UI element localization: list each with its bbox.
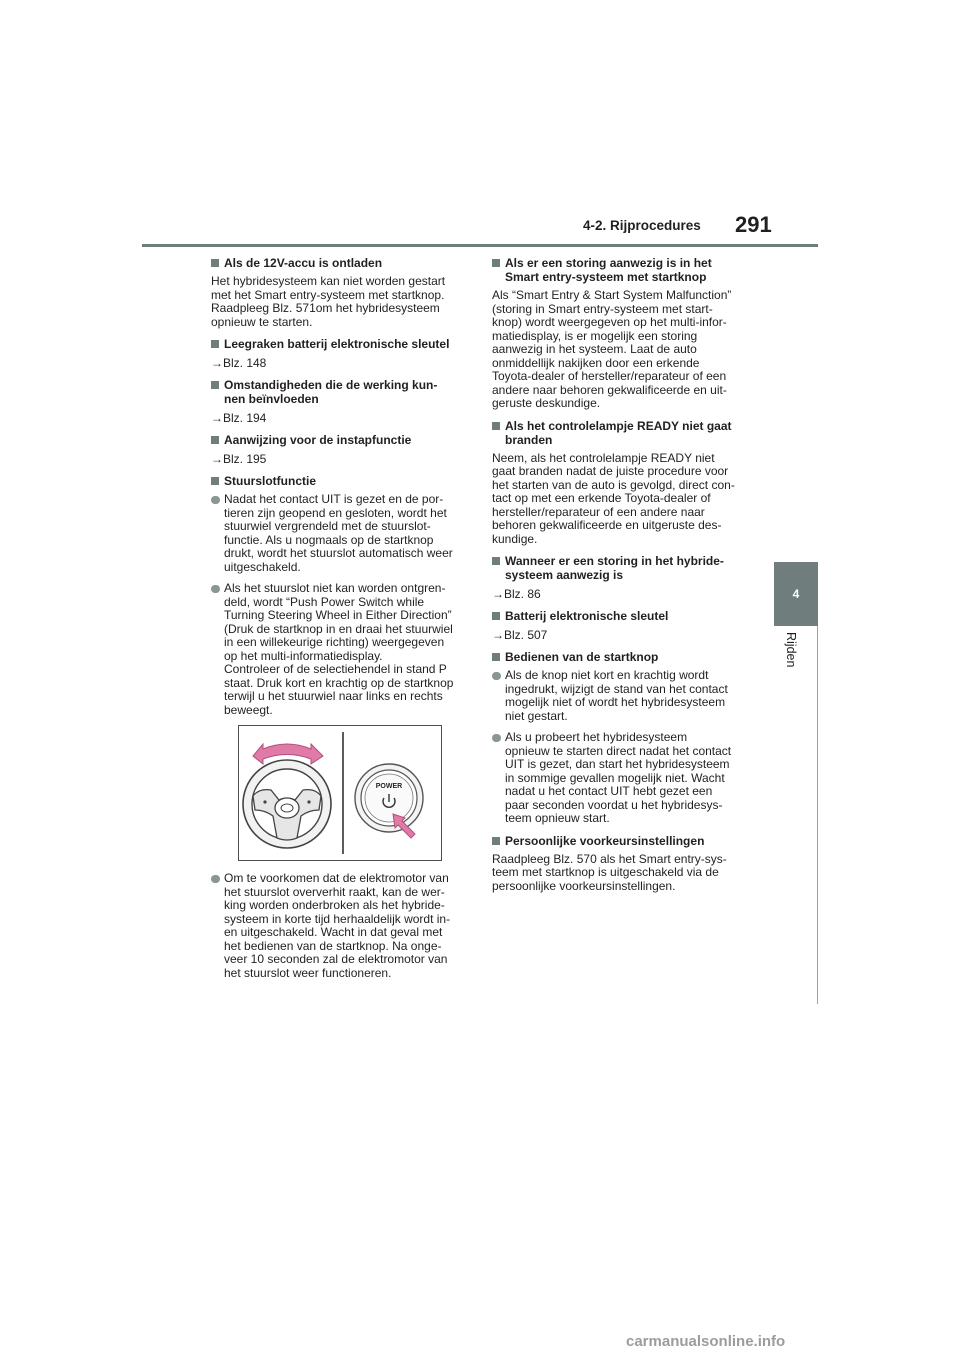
bullet-item: Als de knop niet kort en krachtig wordt ingedrukt, wijzigt de stand van het contact mogelijk niet of wordt het hybridesysteem niet gestart. [492,669,750,723]
round-bullet-icon [492,672,501,681]
section-heading: Als er een storing aanwezig is in het Smart entry-systeem met startknop [492,256,750,284]
round-bullet-icon [492,734,501,743]
square-bullet-icon [492,837,500,845]
page-reference-link[interactable]: →Blz. 148 [211,356,267,370]
bullet-item: Om te voorkomen dat de elektromotor van het stuurslot oververhit raakt, kan de wer- king worden onderbroken als het hybride- systeem in korte tijd herhaaldelijk wordt in- en uitgeschakeld. Wacht in dat geval met het bedienen van de startknop. Na onge- veer 10 seconden zal de elektromotor van het stuurslot weer functioneren. [211,872,469,980]
section-heading: Stuurslotfunctie [211,474,469,488]
page-reference-link[interactable]: →Blz. 195 [211,452,267,466]
square-bullet-icon [211,381,219,389]
chapter-tab-rule [817,626,818,1004]
section-heading: Aanwijzing voor de instapfunctie [211,433,469,447]
square-bullet-icon [492,653,500,661]
round-bullet-icon [211,585,220,594]
page-number: 291 [735,212,772,237]
steering-wheel-icon [243,760,331,848]
square-bullet-icon [211,340,219,348]
square-bullet-icon [211,436,219,444]
watermark: carmanualsonline.info [626,1333,786,1350]
section-heading: Omstandigheden die de werking kun- nen beïnvloeden [211,378,469,406]
section-heading: Leegraken batterij elektronische sleutel [211,337,469,351]
page-reference-link[interactable]: →Blz. 86 [492,587,541,601]
section-text: Het hybridesysteem kan niet worden gestart met het Smart entry-systeem met startknop. Raadpleeg Blz. 571om het hybridesysteem opnieuw te starten. [211,274,446,329]
page-reference-link[interactable]: →Blz. 507 [492,628,548,642]
bullet-item: Als u probeert het hybridesysteem opnieuw te starten direct nadat het contact UIT is gezet, dan start het hybridesysteem in sommige gevallen mogelijk niet. Wacht nadat u het contact UIT hebt gezet een paar seconden voordat u het hybridesys- teem opnieuw start. [492,731,750,826]
section-text: Als “Smart Entry & Start System Malfunction” (storing in Smart entry-systeem met start- knop) wordt weergegeven op het multi-infor- matiedisplay, is er mogelijk een storing aanwezig in het systeem. Laat de auto onmiddellijk nakijken door een erkende Toyota-dealer of hersteller/reparateur of een andere naar behoren gekwalificeerde en uit- geruste deskundige. [492,288,732,410]
section-heading: Als het controlelampje READY niet gaat branden [492,419,750,447]
power-button-icon [355,764,423,832]
section-heading: Bedienen van de startknop [492,650,750,664]
right-column [492,256,750,901]
section-heading: Batterij elektronische sleutel [492,609,750,623]
square-bullet-icon [492,259,500,267]
illustration-svg [239,726,441,860]
square-bullet-icon [492,612,500,620]
square-bullet-icon [492,422,500,430]
section-heading: Wanneer er een storing in het hybride- systeem aanwezig is [492,554,750,582]
round-bullet-icon [211,496,220,505]
section-header: 4-2. Rijprocedures [583,218,701,233]
square-bullet-icon [492,557,500,565]
header-rule [142,244,818,247]
round-bullet-icon [211,875,220,884]
section-heading: Persoonlijke voorkeursinstellingen [492,834,750,848]
square-bullet-icon [211,477,219,485]
steering-lock-illustration [238,725,442,861]
power-label: POWER [375,783,403,790]
chapter-tab[interactable] [774,562,818,626]
section-text: Raadpleeg Blz. 570 als het Smart entry-sys- teem met startknop is uitgeschakeld via de persoonlijke voorkeursinstellingen. [492,851,727,893]
bullet-item: Als het stuurslot niet kan worden ontgren- deld, wordt “Push Power Switch while Turning Steering Wheel in Either Direction” (Druk de startknop in en draai het stuurwiel in een willekeurige richting) weergegeven op het multi-informatiedisplay. Controleer of de selectiehendel in stand P staat. Druk kort en krachtig op de startknop terwijl u het stuurwiel naar links en rechts beweegt. [211,582,469,717]
chapter-number: 4 [792,587,800,601]
section-heading: Als de 12V-accu is ontladen [211,256,469,270]
chapter-label: Rijden [784,632,798,668]
left-column [211,256,469,988]
bullet-item: Nadat het contact UIT is gezet en de por- tieren zijn geopend en gesloten, wordt het stuurwiel vergrendeld met de stuurslot- functie. Als u nogmaals op de startknop drukt, wordt het stuurslot automatisch weer uitgeschakeld. [211,493,469,574]
page-reference-link[interactable]: →Blz. 194 [211,411,267,425]
square-bullet-icon [211,259,219,267]
section-text: Neem, als het controlelampje READY niet gaat branden nadat de juiste procedure voor het starten van de auto is gevolgd, direct con- tact op met een erkende Toyota-dealer of hersteller/reparateur of een andere naar behoren gekwalificeerde en uitgeruste des- kundige. [492,450,735,546]
